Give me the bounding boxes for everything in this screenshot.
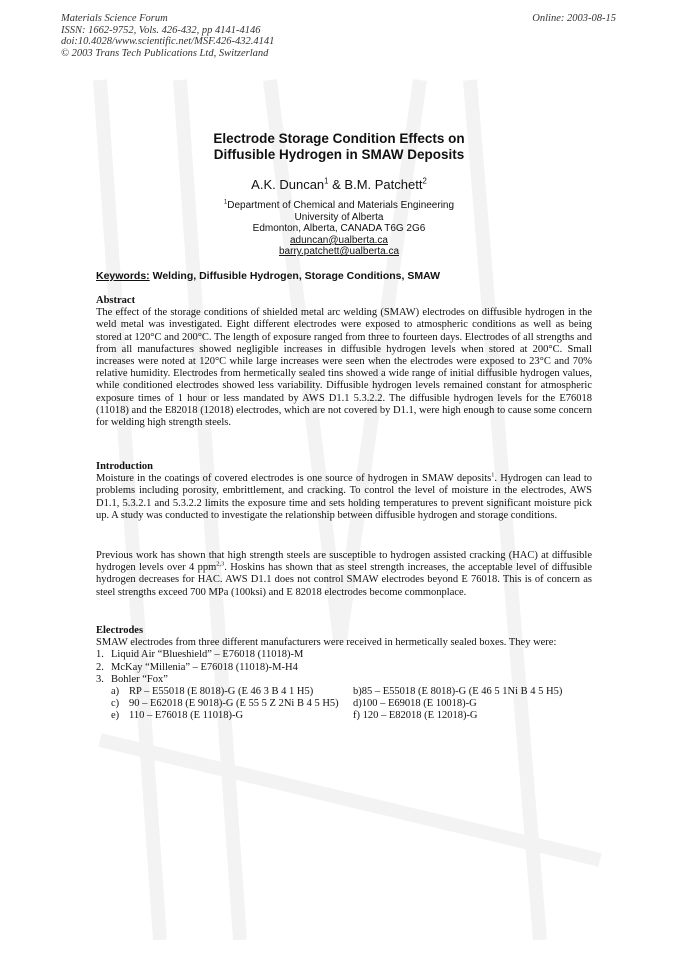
- sublist-letter: e): [111, 710, 120, 722]
- introduction-paragraph-1: [96, 473, 592, 522]
- list-text: McKay “Millenia” – E76018 (11018)-M-H4: [111, 661, 298, 673]
- introduction-section: [96, 461, 592, 522]
- list-text: Bohler “Fox”: [111, 673, 168, 685]
- doi-link[interactable]: doi:10.4028/www.scientific.net/MSF.426-432.4141: [61, 36, 275, 47]
- author-1: A.K. Duncan: [251, 177, 325, 192]
- sublist-item: f) 120 – E82018 (E 12018)-G: [353, 710, 478, 722]
- list-text: Liquid Air “Blueshield” – E76018 (11018)-M: [111, 649, 304, 661]
- sublist-text: RP – E55018 (E 8018)-G (E 46 3 B 4 1 H5): [129, 686, 314, 698]
- introduction-heading: Introduction: [96, 461, 153, 472]
- list-number: 2.: [96, 661, 104, 673]
- journal-name: Materials Science Forum: [61, 13, 168, 24]
- abstract-heading: Abstract: [96, 295, 136, 306]
- sublist-row: [96, 710, 592, 722]
- intro-p2-citation: 2,3: [216, 560, 225, 568]
- list-number: 3.: [96, 673, 104, 685]
- electrodes-intro: SMAW electrodes from three different manufacturers were received in hermetically sealed boxes. They were:: [96, 637, 557, 649]
- email-link-1[interactable]: aduncan@ualberta.ca: [290, 234, 388, 246]
- sublist-text: 90 – E62018 (E 9018)-G (E 55 5 Z 2Ni B 4 5 H5): [129, 698, 339, 710]
- sublist-item: [111, 698, 353, 710]
- author-list: [0, 177, 678, 192]
- list-item: [96, 662, 592, 674]
- intro-p1-text-a: Moisture in the coatings of covered electrodes is one source of hydrogen in SMAW deposits: [96, 473, 492, 485]
- intro-p2-text-a: Previous work has shown that high strength steels are susceptible to hydrogen assisted cracking (HAC) at diffusible hydrogen levels over 4 ppm: [96, 550, 592, 574]
- copyright-line: © 2003 Trans Tech Publications Ltd, Switzerland: [61, 47, 269, 59]
- sublist-letter: c): [111, 698, 120, 710]
- sublist-item: [111, 710, 353, 722]
- online-date: Online: 2003-08-15: [532, 13, 616, 24]
- introduction-paragraph-2: [96, 550, 592, 599]
- title-line-2: Diffusible Hydrogen in SMAW Deposits: [213, 147, 465, 162]
- sublist-row: [96, 698, 592, 710]
- affil-department: Department of Chemical and Materials Engineering: [227, 200, 455, 211]
- issn-line: ISSN: 1662-9752, Vols. 426-432, pp 4141-4146: [61, 24, 261, 36]
- affiliation-block: [0, 200, 678, 258]
- paper-title: [0, 131, 678, 163]
- abstract-section: [96, 295, 592, 429]
- affil-marker: 1: [223, 199, 228, 206]
- sublist-text: 110 – E76018 (E 11018)-G: [129, 710, 244, 722]
- list-item: [96, 649, 592, 661]
- electrodes-heading: Electrodes: [96, 625, 144, 636]
- intro-p1-text-b: . Hydrogen can lead to problems including porosity, embrittlement, and cracking. To control the level of moisture in the electrodes, AWS D1.1, 5.3.2.1 and 5.3.2.2 limits the exposure time and sets holding temperatures to prevent significant moisture pick up. A study was conducted to investigate the relationship between diffusible hydrogen and storage conditions.: [96, 473, 592, 521]
- affil-address: Edmonton, Alberta, CANADA T6G 2G6: [252, 223, 426, 235]
- author-2: B.M. Patchett: [344, 177, 423, 192]
- keywords-label: Keywords:: [96, 270, 150, 282]
- list-item: [96, 674, 592, 686]
- sublist-row: [96, 686, 592, 698]
- journal-header: [61, 13, 274, 59]
- author-separator: &: [328, 177, 345, 192]
- electrodes-section: [96, 625, 592, 723]
- intro-p1-citation: 1: [491, 471, 495, 479]
- title-line-1: Electrode Storage Condition Effects on: [213, 131, 465, 146]
- affil-university: University of Alberta: [294, 211, 384, 223]
- list-number: 1.: [96, 649, 104, 661]
- abstract-body: The effect of the storage conditions of shielded metal arc welding (SMAW) electrodes on diffusible hydrogen in the weld metal was investigated. Eight different electrodes were exposed to atmospheric conditions as well as being stored at 120°C and 200°C. The length of exposure ranged from three to fourteen days. Electrodes of all strengths and from all manufactures showed negligible increases in diffusible hydrogen levels when stored at 200°C. Small increases were noted at 120°C while large increases were seen when the electrodes were exposed to 23°C and 70% relative humidity. Electrodes from hermetically sealed tins showed a wide range of initial diffusible hydrogen values, while conditioned electrodes showed less variability. Diffusible hydrogen levels remained constant for atmospheric exposure times of 1 hour or less mandated by AWS D1.1 5.3.2.2. The diffusible hydrogen levels for the E76018 (11018) and the E82018 (12018) electrodes, which are not covered by D1.1, were high enough to cause some concern for welding high strength steels.: [96, 307, 592, 429]
- keywords-line: [96, 270, 440, 282]
- sublist-item: d)100 – E69018 (E 10018)-G: [353, 698, 477, 710]
- keywords-text: Welding, Diffusible Hydrogen, Storage Conditions, SMAW: [149, 270, 440, 282]
- intro-p2-text-b: . Hoskins has shown that as steel strength increases, the acceptable level of diffusible hydrogen decreases for HAC. AWS D1.1 does not control SMAW electrodes beyond E 76018. This is of concern as steel strengths exceed 700 MPa (100ksi) and E 82018 electrodes become commonplace.: [96, 562, 592, 598]
- sublist-item: [111, 686, 353, 698]
- author-1-affil-marker: 1: [324, 176, 329, 186]
- email-link-2[interactable]: barry.patchett@ualberta.ca: [278, 246, 400, 258]
- author-2-affil-marker: 2: [422, 176, 427, 186]
- sublist-item: b)85 – E55018 (E 8018)-G (E 46 5 1Ni B 4 5 H5): [353, 686, 563, 698]
- sublist-letter: a): [111, 686, 120, 698]
